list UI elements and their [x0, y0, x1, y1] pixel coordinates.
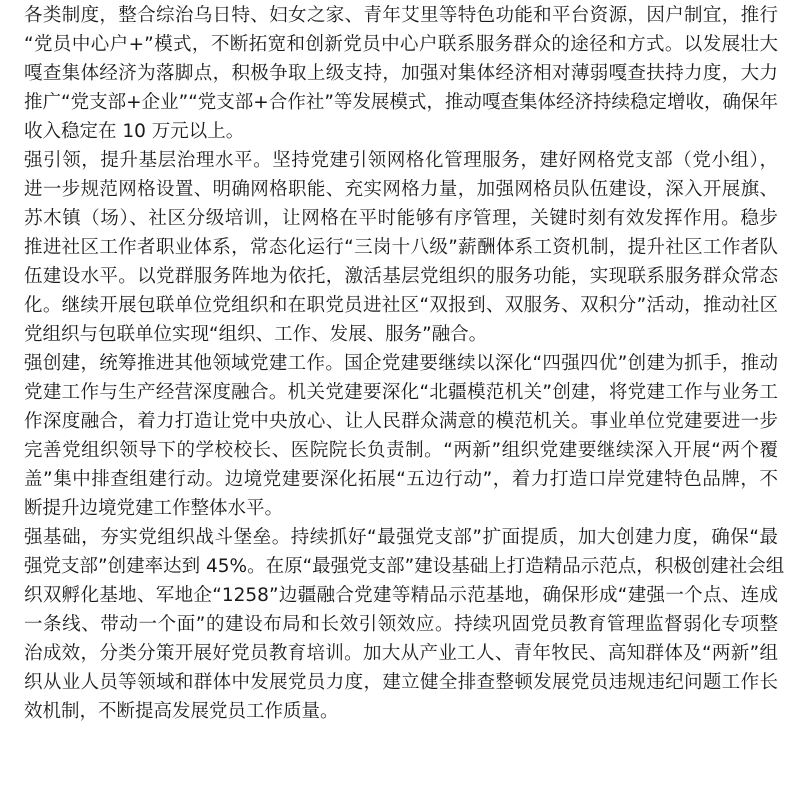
paragraph-strengthen-leadership [24, 146, 778, 349]
text-line: 效机制，不断提高发展党员工作质量。 [24, 701, 339, 722]
text-line: 治成效，分类分策开展好党员教育培训。加大从产业工人、青年牧民、高知群体及“两新”组 [24, 643, 778, 664]
paragraph-strengthen-creation [24, 349, 778, 523]
text-line: 织双孵化基地、军地企“1258”边疆融合党建等精品示范基地，确保形成“建强一个点、连成 [24, 585, 778, 606]
text-line: 推广“党支部+企业”“党支部+合作社”等发展模式，推动嘎查集体经济持续稳定增收，确保年 [24, 92, 778, 113]
text-line: 苏木镇（场）、社区分级培训，让网格在平时能够有序管理，关键时刻有效发挥作用。稳步 [24, 208, 778, 229]
text-line: 推进社区工作者职业体系，常态化运行“三岗十八级”薪酬体系工资机制，提升社区工作者队 [24, 237, 778, 258]
text-line: 完善党组织领导下的学校校长、医院院长负责制。“两新”组织党建要继续深入开展“两个覆 [24, 440, 778, 461]
text-line: 伍建设水平。以党群服务阵地为依托，激活基层党组织的服务功能，实现联系服务群众常态 [24, 266, 778, 287]
text-line: 各类制度，整合综治乌日特、妇女之家、青年艾里等特色功能和平台资源，因户制宜，推行 [24, 5, 778, 26]
text-line: 断提升边境党建工作整体水平。 [24, 498, 284, 519]
text-line: 一条线、带动一个面”的建设布局和长效引领效应。持续巩固党员教育管理监督弱化专项整 [24, 614, 778, 635]
document-body [24, 1, 785, 726]
text-line: “党员中心户+”模式，不断拓宽和创新党员中心户联系服务群众的途径和方式。以发展壮大 [24, 34, 778, 55]
text-line: 强党支部”创建率达到 45%。在原“最强党支部”建设基础上打造精品示范点，积极创建社会组 [24, 556, 785, 577]
text-line: 进一步规范网格设置、明确网格职能、充实网格力量，加强网格员队伍建设，深入开展旗、 [24, 179, 778, 200]
text-line: 党建工作与生产经营深度融合。机关党建要深化“北疆模范机关”创建，将党建工作与业务工 [24, 382, 778, 403]
text-line: 盖”集中排查组建行动。边境党建要深化拓展“五边行动”，着力打造口岸党建特色品牌，不 [24, 469, 778, 490]
paragraph-heading-line: 强创建，统筹推进其他领域党建工作。国企党建要继续以深化“四强四优”创建为抓手，推动 [24, 353, 778, 374]
text-line: 党组织与包联单位实现“组织、工作、发展、服务”融合。 [24, 324, 488, 345]
paragraph-heading-line: 强基础，夯实党组织战斗堡垒。持续抓好“最强党支部”扩面提质，加大创建力度，确保“最 [24, 527, 778, 548]
text-line: 化。继续开展包联单位党组织和在职党员进社区“双报到、双服务、双积分”活动，推动社区 [24, 295, 778, 316]
paragraph-heading-line: 强引领，提升基层治理水平。坚持党建引领网格化管理服务，建好网格党支部（党小组）， [24, 150, 778, 171]
text-line: 嘎查集体经济为落脚点，积极争取上级支持，加强对集体经济相对薄弱嘎查扶持力度，大力 [24, 63, 778, 84]
text-line: 织从业人员等领域和群体中发展党员力度，建立健全排查整顿发展党员违规违纪问题工作长 [24, 672, 778, 693]
paragraph-collective-economy [24, 1, 778, 146]
text-line: 收入稳定在 10 万元以上。 [24, 121, 245, 142]
paragraph-strengthen-foundation [24, 523, 785, 726]
text-line: 作深度融合，着力打造让党中央放心、让人民群众满意的模范机关。事业单位党建要进一步 [24, 411, 778, 432]
